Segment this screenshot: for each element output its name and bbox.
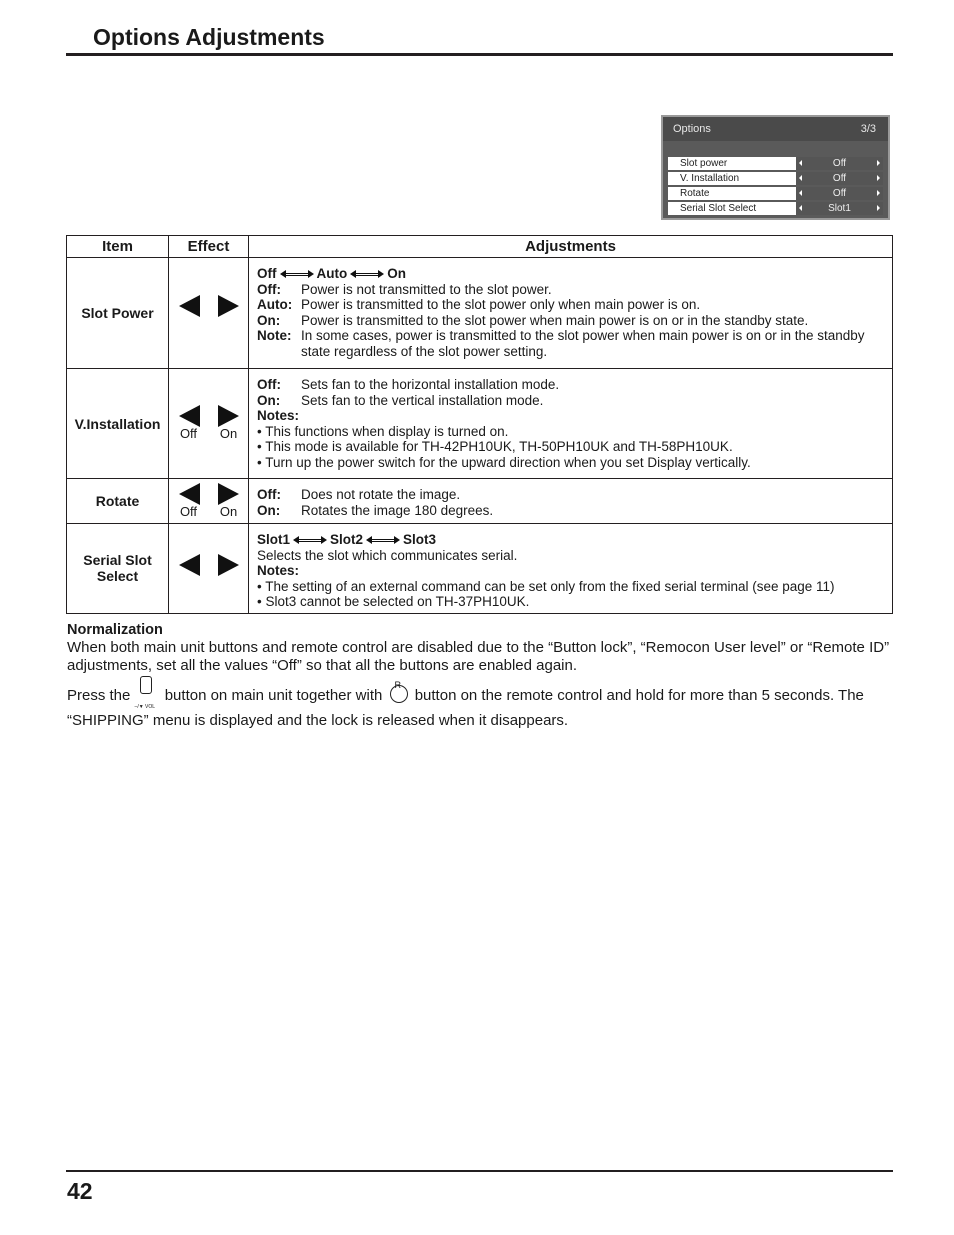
header-adjustments: Adjustments (249, 236, 893, 258)
footer-rule (66, 1170, 893, 1172)
notes-label: Notes: (257, 563, 300, 579)
right-arrow-icon (218, 554, 239, 576)
option-sequence: Slot1 Slot2 Slot3 (257, 532, 437, 547)
options-osd-menu (661, 115, 890, 220)
effect-rotate (169, 479, 249, 524)
item-slot-power: Slot Power (67, 258, 169, 369)
page-title: Options Adjustments (93, 24, 325, 50)
left-arrow-icon (799, 205, 802, 211)
right-arrow-icon (877, 205, 880, 211)
right-label: On (219, 504, 238, 519)
definition-off: Off: Sets fan to the horizontal installation mode. (257, 377, 560, 392)
osd-row-value: Slot1 (796, 202, 883, 215)
definition-off: Off: Power is not transmitted to the slot power. (257, 281, 552, 297)
item-serial-slot-select: Serial Slot Select (67, 524, 169, 614)
osd-header (663, 117, 888, 141)
right-label: On (219, 426, 238, 441)
osd-row-rotate (668, 187, 883, 200)
right-arrow-icon (877, 175, 880, 181)
description: Selects the slot which communicates serial. (257, 547, 518, 563)
page-number: 42 (67, 1178, 93, 1204)
options-table (66, 235, 893, 614)
definition-off: Off: Does not rotate the image. (257, 487, 461, 502)
normalization-title: Normalization (67, 622, 163, 638)
right-arrow-icon (218, 483, 239, 505)
osd-row-label: Serial Slot Select (680, 203, 757, 214)
normalization-body: When both main unit buttons and remote control are disabled due to the “Button lock”, “Remocon User level” or “Remote ID” adjustments, set all the values “Off” so that all the buttons are enabled again. (67, 639, 890, 674)
right-arrow-icon (877, 160, 880, 166)
note-item: • Slot3 cannot be selected on TH-37PH10UK. (257, 594, 530, 610)
definition-on: On: Rotates the image 180 degrees. (257, 502, 494, 518)
definition-on: On: Sets fan to the vertical installation mode. (257, 392, 544, 408)
left-arrow-icon (799, 160, 802, 166)
table-row-rotate (67, 479, 893, 524)
note-item: • The setting of an external command can be set only from the fixed serial terminal (see page 11) (257, 578, 835, 594)
adjustments-v-installation (249, 369, 893, 479)
left-arrow-icon (179, 295, 200, 317)
table-header-row (67, 236, 893, 258)
double-arrow-icon (293, 535, 327, 545)
definition-on: On: Power is transmitted to the slot power when main power is on or in the standby state. (257, 312, 809, 328)
double-arrow-icon (366, 535, 400, 545)
osd-row-value: Off (796, 157, 883, 170)
header-effect: Effect (169, 236, 249, 258)
left-label: Off (179, 426, 198, 441)
table-row-serial-slot-select (67, 524, 893, 614)
adjustments-rotate (249, 479, 893, 524)
right-arrow-icon (218, 295, 239, 317)
effect-v-installation (169, 369, 249, 479)
r-button-icon: R (387, 682, 411, 704)
notes-label: Notes: (257, 408, 300, 424)
osd-row-slot-power (668, 157, 883, 170)
osd-page-indicator: 3/3 (860, 123, 876, 135)
definition-note: Note: In some cases, power is transmitted to the slot power when main power is on or in the standby state regardless of the slot power setting. (257, 328, 865, 359)
osd-row-label: V. Installation (680, 173, 740, 184)
left-arrow-icon (179, 405, 200, 427)
osd-row-value: Off (796, 172, 883, 185)
adjustments-slot-power (249, 258, 893, 369)
right-arrow-icon (218, 405, 239, 427)
note-item: • This functions when display is turned on. (257, 423, 509, 439)
vol-button-icon: –/▼ VOL (135, 682, 161, 704)
left-arrow-icon (799, 175, 802, 181)
item-rotate: Rotate (67, 479, 169, 524)
option-sequence: Off Auto On (257, 266, 406, 281)
left-label: Off (179, 504, 198, 519)
right-arrow-icon (877, 190, 880, 196)
title-rule (66, 53, 893, 56)
left-arrow-icon (799, 190, 802, 196)
left-arrow-icon (179, 483, 200, 505)
definition-auto: Auto: Power is transmitted to the slot power only when main power is on. (257, 297, 701, 313)
effect-slot-power (169, 258, 249, 369)
note-item: • Turn up the power switch for the upward direction when you set Display vertically. (257, 454, 751, 470)
osd-row-serial-slot-select (668, 202, 883, 215)
table-row-v-installation (67, 369, 893, 479)
effect-serial-slot-select (169, 524, 249, 614)
osd-row-label: Rotate (680, 188, 710, 199)
item-v-installation: V.Installation (67, 369, 169, 479)
osd-row-value: Off (796, 187, 883, 200)
header-item: Item (67, 236, 169, 258)
note-item: • This mode is available for TH-42PH10UK, TH-50PH10UK and TH-58PH10UK. (257, 439, 733, 455)
adjustments-serial-slot-select (249, 524, 893, 614)
osd-row-v-installation (668, 172, 883, 185)
normalization-section (67, 621, 893, 675)
double-arrow-icon (280, 269, 314, 279)
normalization-instructions: Press the –/▼ VOL button on main unit together with R button on the remote control and hold for more than 5 seconds. The “SHIPPING” menu is displayed and the lock is released when it disappears. (67, 682, 893, 733)
left-arrow-icon (179, 554, 200, 576)
table-row-slot-power (67, 258, 893, 369)
osd-title: Options (673, 123, 711, 135)
osd-row-label: Slot power (680, 158, 728, 169)
double-arrow-icon (350, 269, 384, 279)
